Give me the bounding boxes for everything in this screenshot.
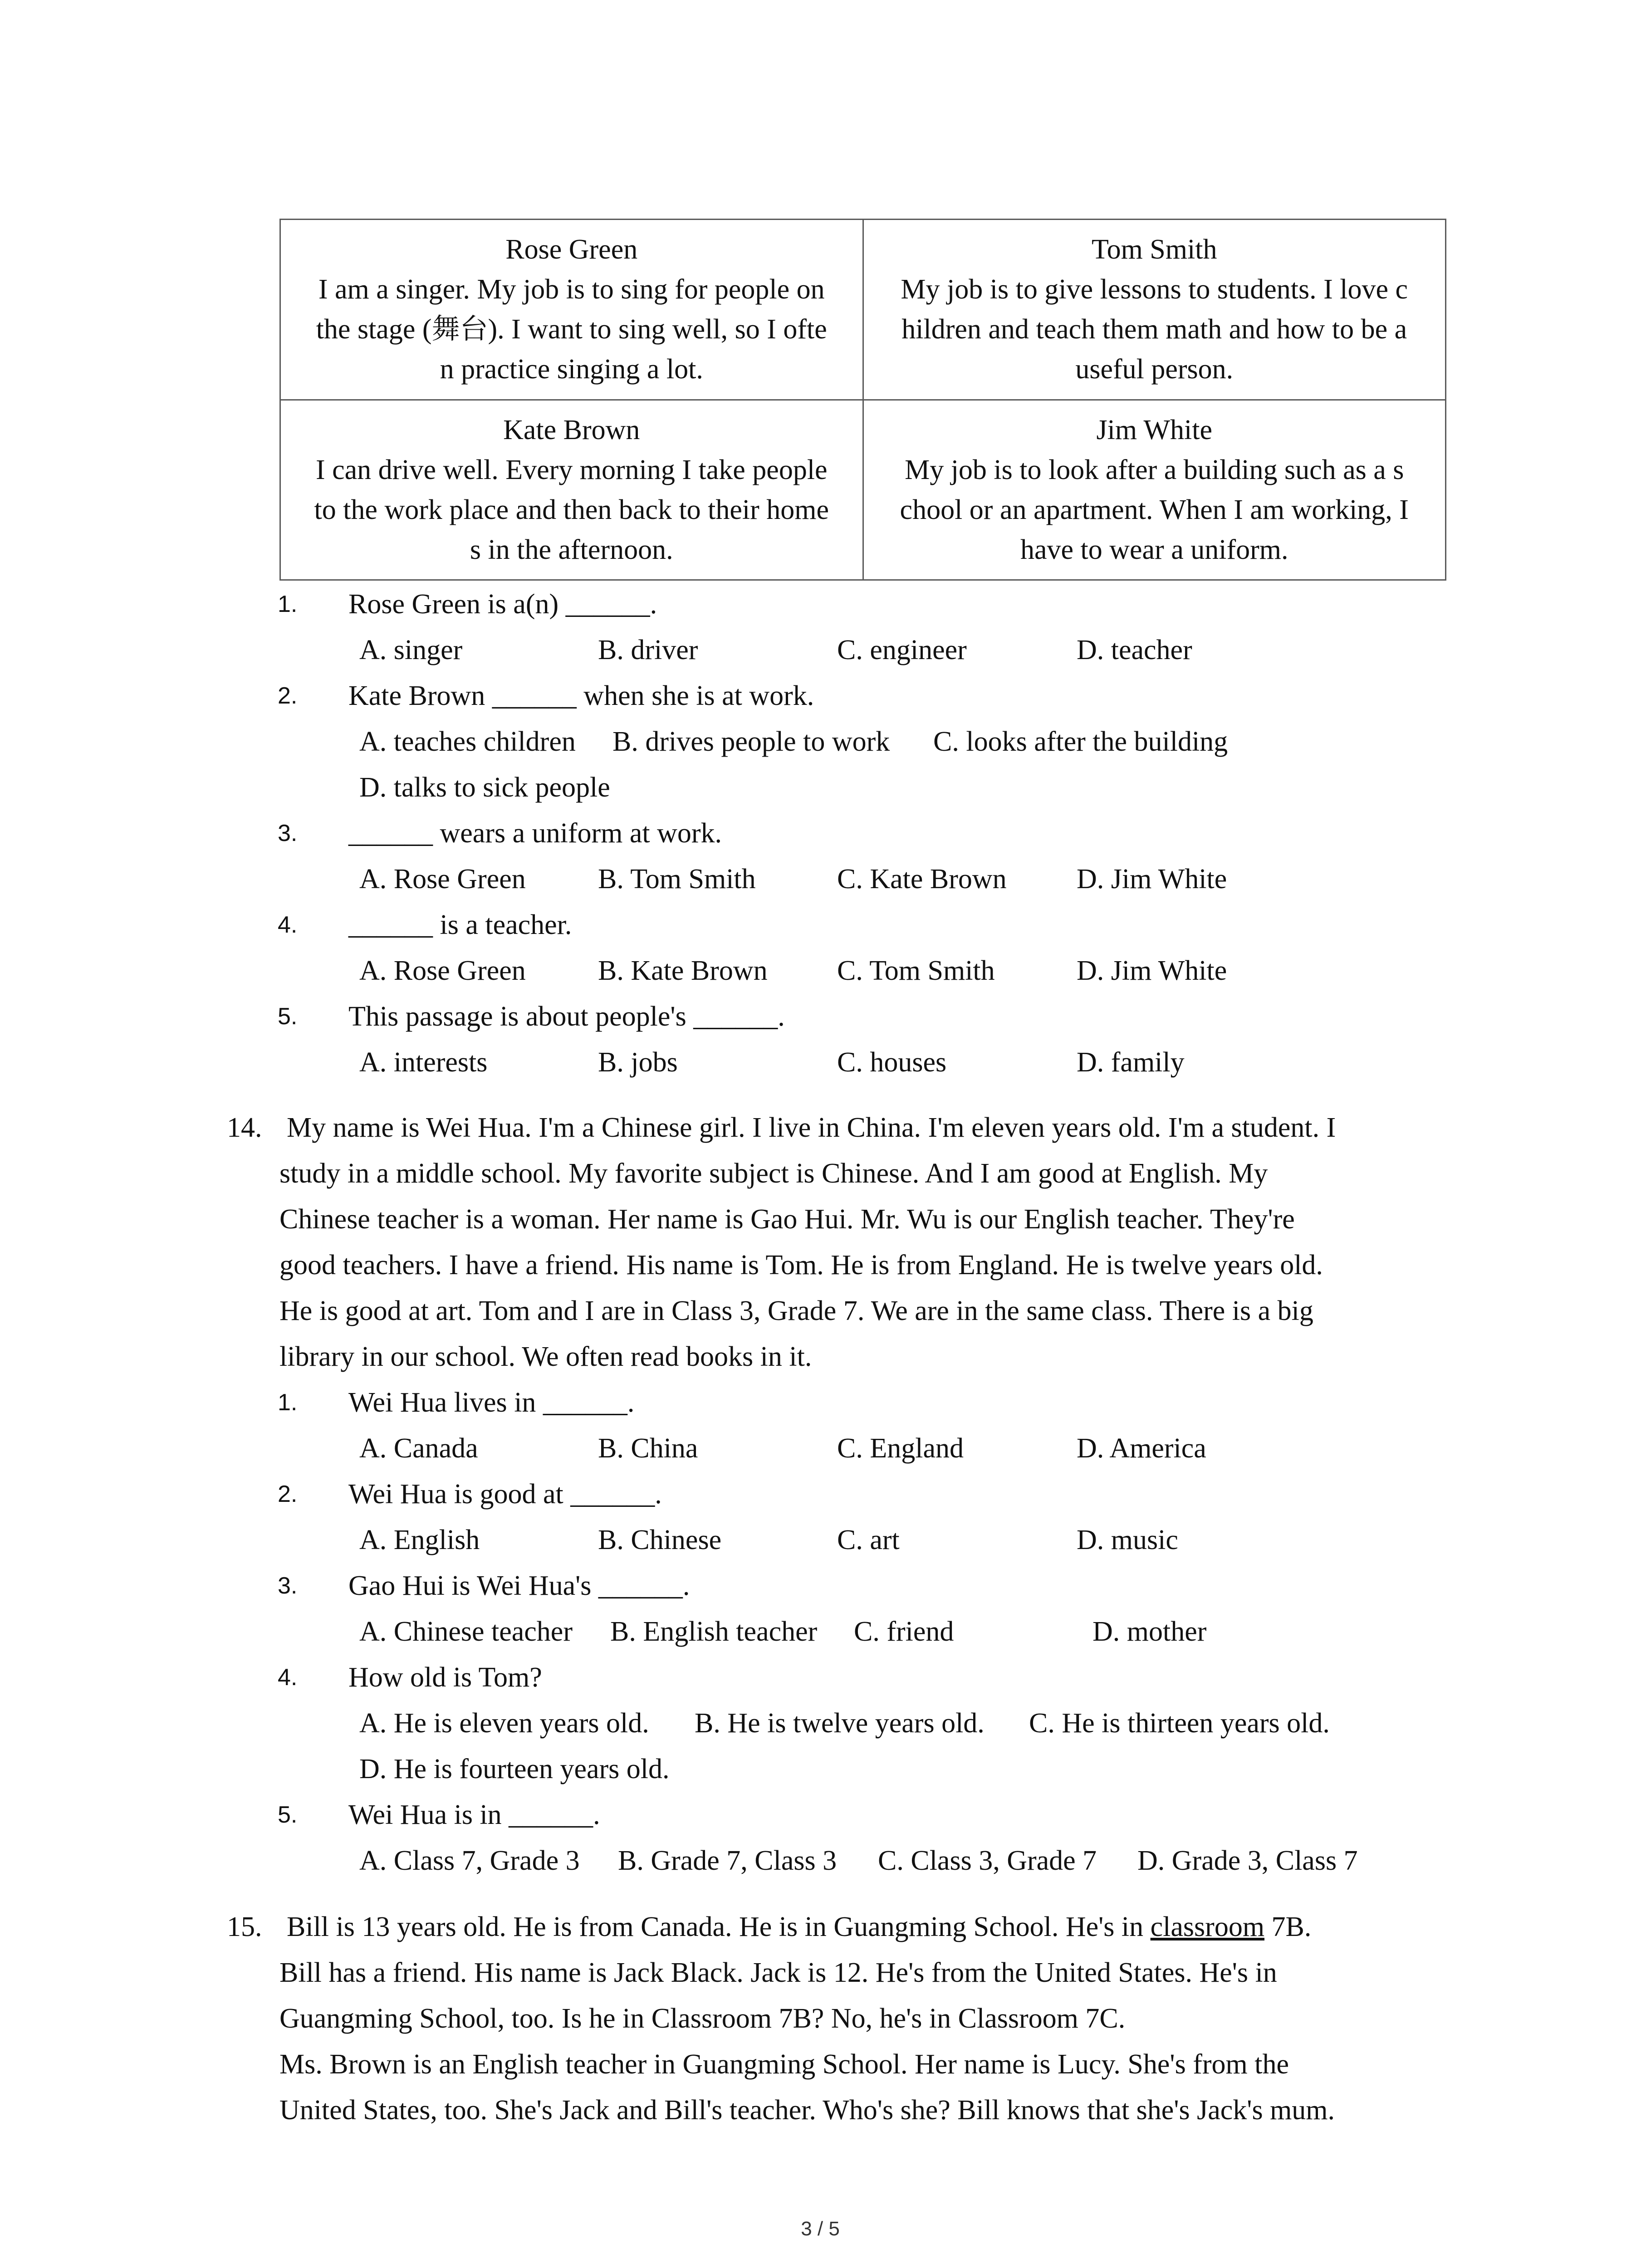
- passage-line: Guangming School, too. Is he in Classroom 7B? No, he's in Classroom 7C.: [279, 2003, 1126, 2034]
- question-number: 4.: [278, 912, 298, 938]
- option-d[interactable]: D. America: [1077, 1433, 1206, 1464]
- question-number: 5.: [278, 1003, 298, 1030]
- profile-text-line: I can drive well. Every morning I take people: [315, 454, 828, 485]
- profile-text-line: s in the afternoon.: [470, 534, 673, 565]
- option-b[interactable]: B. drives people to work: [612, 726, 890, 757]
- option-a[interactable]: A. interests: [359, 1047, 488, 1078]
- question-stem: This passage is about people's ______.: [348, 1001, 785, 1032]
- option-c[interactable]: C. friend: [854, 1616, 954, 1647]
- profile-name: Jim White: [1096, 414, 1212, 445]
- question-number: 2.: [278, 683, 298, 709]
- option-b[interactable]: B. China: [598, 1433, 698, 1464]
- option-b[interactable]: B. driver: [598, 635, 698, 665]
- question-number: 2.: [278, 1481, 298, 1507]
- question-stem: Wei Hua is good at ______.: [348, 1479, 662, 1510]
- passage-number: 15.: [227, 1911, 262, 1942]
- question-stem: Kate Brown ______ when she is at work.: [348, 680, 814, 711]
- option-a[interactable]: A. singer: [359, 635, 463, 665]
- option-c[interactable]: C. Tom Smith: [837, 955, 995, 986]
- profile-text-line: My job is to look after a building such as a s: [905, 454, 1404, 485]
- profile-text-line: useful person.: [1075, 354, 1234, 385]
- question-number: 4.: [278, 1664, 298, 1691]
- option-b[interactable]: B. Chinese: [598, 1525, 722, 1555]
- option-d[interactable]: D. talks to sick people: [359, 772, 610, 803]
- profile-text-line: hildren and teach them math and how to be a: [901, 314, 1407, 345]
- question-stem: How old is Tom?: [348, 1662, 542, 1693]
- passage-line: Chinese teacher is a woman. Her name is Gao Hui. Mr. Wu is our English teacher. They're: [279, 1204, 1295, 1235]
- question-number: 5.: [278, 1802, 298, 1828]
- passage-line: United States, too. She's Jack and Bill's teacher. Who's she? Bill knows that she's Jack's mum.: [279, 2095, 1335, 2126]
- option-d[interactable]: D. Jim White: [1077, 864, 1227, 894]
- question-number: 3.: [278, 1573, 298, 1599]
- underlined-word: classroom: [1150, 1911, 1265, 1942]
- option-c[interactable]: C. engineer: [837, 635, 967, 665]
- profile-text-line: chool or an apartment. When I am working, I: [900, 494, 1409, 525]
- option-a[interactable]: A. Canada: [359, 1433, 478, 1464]
- option-a[interactable]: A. teaches children: [359, 726, 576, 757]
- passage-number: 14.: [227, 1112, 262, 1143]
- option-d[interactable]: D. Jim White: [1077, 955, 1227, 986]
- option-c[interactable]: C. houses: [837, 1047, 947, 1078]
- option-a[interactable]: A. Rose Green: [359, 864, 526, 894]
- profile-name: Rose Green: [505, 234, 638, 265]
- option-d[interactable]: D. He is fourteen years old.: [359, 1754, 670, 1784]
- question-stem: ______ is a teacher.: [348, 909, 572, 940]
- passage-line: library in our school. We often read books in it.: [279, 1341, 812, 1372]
- option-c[interactable]: C. Class 3, Grade 7: [878, 1845, 1097, 1876]
- passage-line: [287, 1904, 1311, 1950]
- job-profiles-table: [279, 219, 1446, 581]
- option-d[interactable]: D. mother: [1092, 1616, 1207, 1647]
- option-a[interactable]: A. English: [359, 1525, 480, 1555]
- profile-cell-tom-smith: [863, 220, 1446, 400]
- page-number: 3 / 5: [801, 2218, 840, 2240]
- option-c[interactable]: C. England: [837, 1433, 964, 1464]
- question-stem: Gao Hui is Wei Hua's ______.: [348, 1570, 690, 1601]
- profile-text-line: to the work place and then back to their home: [314, 494, 829, 525]
- profile-text-line: I am a singer. My job is to sing for people on: [318, 274, 825, 305]
- option-a[interactable]: A. Chinese teacher: [359, 1616, 573, 1647]
- question-number: 1.: [278, 591, 298, 617]
- passage-line: Ms. Brown is an English teacher in Guangming School. Her name is Lucy. She's from the: [279, 2049, 1289, 2080]
- profile-cell-jim-white: [863, 400, 1446, 580]
- passage-line: He is good at art. Tom and I are in Class 3, Grade 7. We are in the same class. There is a big: [279, 1295, 1313, 1326]
- option-a[interactable]: A. Rose Green: [359, 955, 526, 986]
- option-c[interactable]: C. art: [837, 1525, 900, 1555]
- profile-text-line: the stage (舞台). I want to sing well, so I ofte: [316, 314, 827, 345]
- passage-text: 7B.: [1264, 1911, 1312, 1942]
- option-b[interactable]: B. jobs: [598, 1047, 678, 1078]
- option-b[interactable]: B. English teacher: [610, 1616, 818, 1647]
- passage-line: My name is Wei Hua. I'm a Chinese girl. I live in China. I'm eleven years old. I'm a student. I: [287, 1112, 1336, 1143]
- question-stem: Wei Hua lives in ______.: [348, 1387, 635, 1418]
- profile-cell-rose-green: [280, 220, 863, 400]
- option-b[interactable]: B. Kate Brown: [598, 955, 768, 986]
- option-c[interactable]: C. Kate Brown: [837, 864, 1007, 894]
- table-row: [280, 220, 1446, 400]
- option-d[interactable]: D. Grade 3, Class 7: [1137, 1845, 1358, 1876]
- profile-text-line: n practice singing a lot.: [440, 354, 703, 385]
- question-number: 3.: [278, 820, 298, 846]
- option-b[interactable]: B. Grade 7, Class 3: [618, 1845, 837, 1876]
- table-row: [280, 400, 1446, 580]
- option-b[interactable]: B. He is twelve years old.: [695, 1708, 985, 1739]
- passage-line: study in a middle school. My favorite subject is Chinese. And I am good at English. My: [279, 1158, 1268, 1189]
- profile-text-line: My job is to give lessons to students. I love c: [901, 274, 1408, 305]
- profile-text-line: have to wear a uniform.: [1020, 534, 1288, 565]
- passage-line: Bill has a friend. His name is Jack Black. Jack is 12. He's from the United States. He's in: [279, 1957, 1277, 1988]
- question-stem: Wei Hua is in ______.: [348, 1799, 600, 1830]
- question-stem: Rose Green is a(n) ______.: [348, 589, 657, 620]
- question-stem: ______ wears a uniform at work.: [348, 818, 722, 849]
- option-a[interactable]: A. Class 7, Grade 3: [359, 1845, 580, 1876]
- option-c[interactable]: C. He is thirteen years old.: [1029, 1708, 1330, 1739]
- option-d[interactable]: D. music: [1077, 1525, 1178, 1555]
- passage-text: Bill is 13 years old. He is from Canada. He is in Guangming School. He's in: [287, 1911, 1151, 1942]
- option-c[interactable]: C. looks after the building: [933, 726, 1228, 757]
- option-b[interactable]: B. Tom Smith: [598, 864, 756, 894]
- profile-name: Tom Smith: [1092, 234, 1217, 265]
- option-d[interactable]: D. teacher: [1077, 635, 1192, 665]
- profile-cell-kate-brown: [280, 400, 863, 580]
- passage-line: good teachers. I have a friend. His name is Tom. He is from England. He is twelve years old.: [279, 1250, 1323, 1281]
- profile-name: Kate Brown: [503, 414, 640, 445]
- option-d[interactable]: D. family: [1077, 1047, 1185, 1078]
- question-number: 1.: [278, 1389, 298, 1416]
- option-a[interactable]: A. He is eleven years old.: [359, 1708, 649, 1739]
